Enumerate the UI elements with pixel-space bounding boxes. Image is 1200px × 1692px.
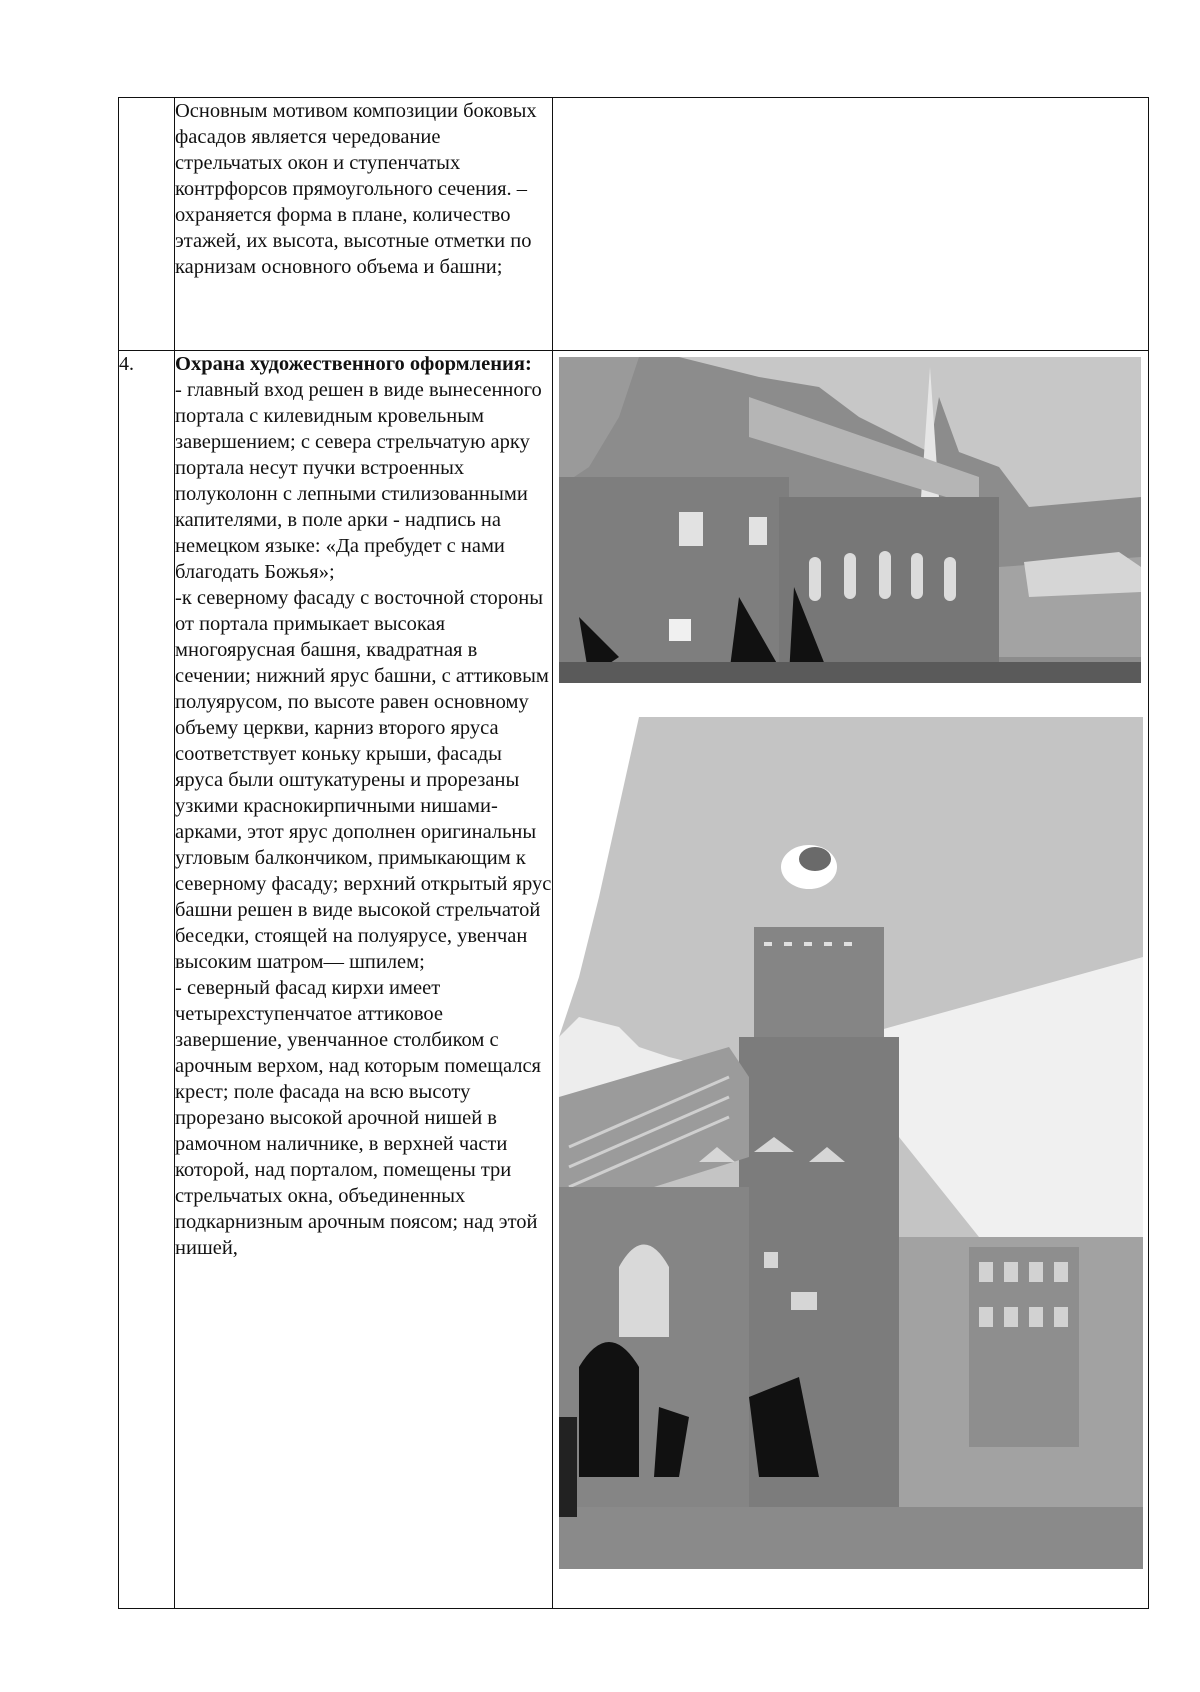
protection-table: [118, 97, 1149, 1609]
photo-cell-empty: [553, 98, 1149, 351]
section-heading: Охрана художественного оформления:: [175, 353, 532, 375]
description-paragraph: -к северному фасаду с восточной стороны от портала примыкает высокая многоярусная башня, квадратная в сечении; нижний ярус башни, с аттиковым полуярусом, по высоте равен основному объему церкви, карниз второго яруса соответствует коньку крыши, фасады яруса были оштукатурены и прорезаны узкими краснокирпичными нишами-арками, этот ярус дополнен оригинальны угловым балкончиком, примыкающим к северному фасаду; верхний открытый ярус башни решен в виде высокой стрельчатой беседки, стоящей на полуярусе, увенчан высоким шатром— шпилем;: [175, 587, 552, 973]
table-row: [119, 351, 1149, 1609]
table-row: [119, 98, 1149, 351]
row-number: 4.: [119, 353, 134, 375]
church-tower-photo: [559, 717, 1143, 1569]
description-paragraph: Основным мотивом композиции боковых фасадов является чередование стрельчатых окон и ступенчатых контрфорсов прямоугольного сечения. – охраняется форма в плане, количество этажей, их высота, высотные отметки по карнизам основного объема и башни;: [175, 100, 537, 278]
description-cell: [175, 98, 553, 351]
church-side-facade-photo: [559, 357, 1141, 683]
description-paragraph: - северный фасад кирхи имеет четырехступенчатое аттиковое завершение, увенчанное столбиком с арочным верхом, над которым помещался крест; поле фасада на всю высоту прорезано высокой арочной нишей в рамочном наличнике, в верхней части которой, над порталом, помещены три стрельчатых окна, объединенных подкарнизным арочным поясом; над этой нишей,: [175, 977, 541, 1259]
row-number-cell: [119, 351, 175, 1609]
description-paragraph: - главный вход решен в виде вынесенного портала с килевидным кровельным завершением; с севера стрельчатую арку портала несут пучки встроенных полуколонн с лепными стилизованными капителями, в поле арки - надпись на немецком языке: «Да пребудет с нами благодать Божья»;: [175, 379, 542, 583]
row-number-cell: [119, 98, 175, 351]
description-cell: [175, 351, 553, 1609]
photo-cell: [553, 351, 1149, 1609]
